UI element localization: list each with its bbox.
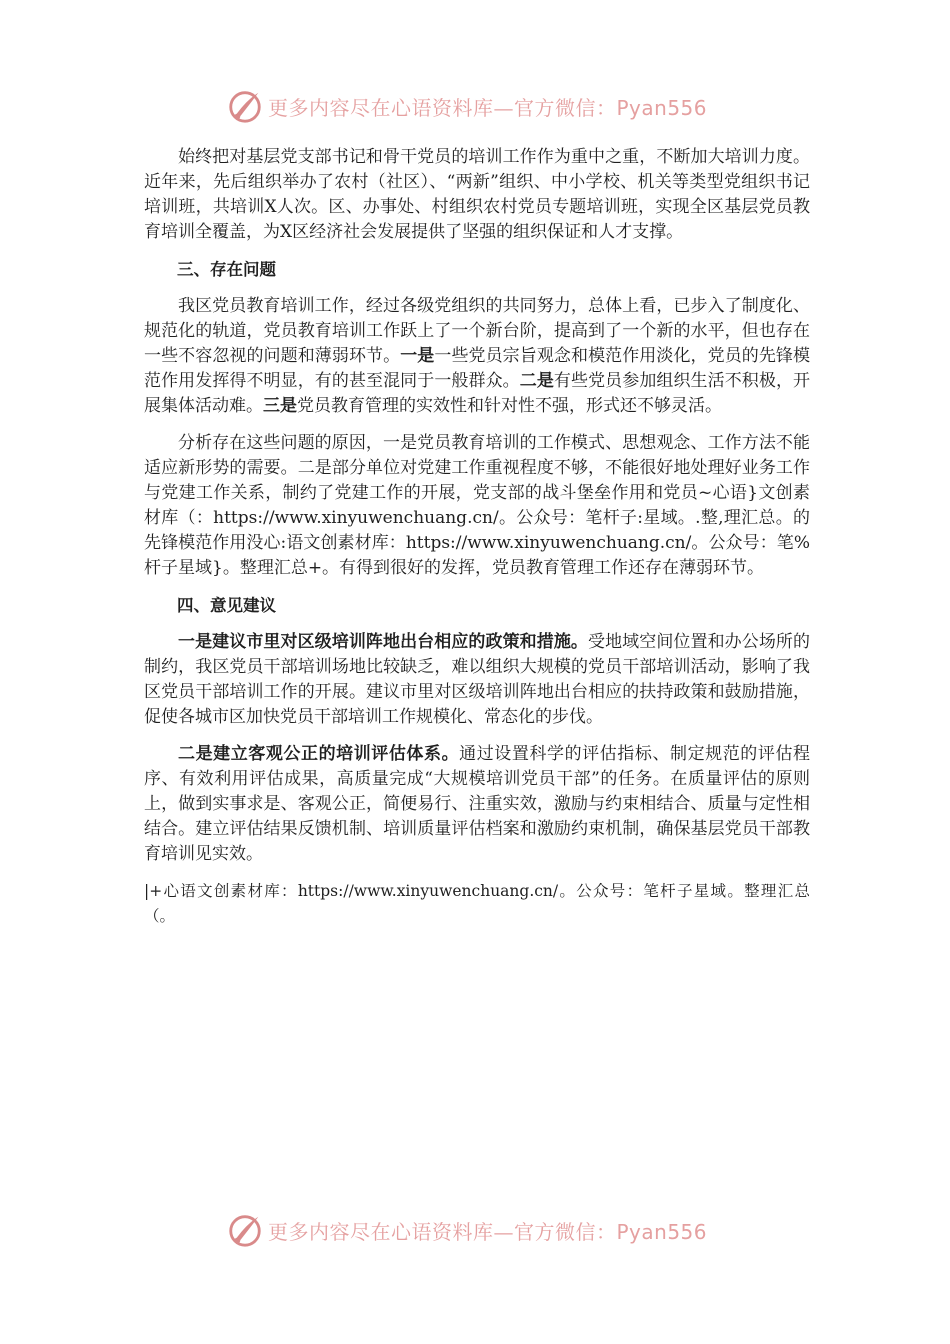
banner-text: 更多内容尽在心语资料库—官方微信：Pyan556 xyxy=(268,1219,708,1244)
document-body xyxy=(144,145,810,929)
paragraph-suggestion-2: 二是建立客观公正的培训评估体系。通过设置科学的评估指标、制定规范的评估程序、有效利用评估成果，高质量完成“大规模培训党员干部”的任务。在质量评估的原则上，做到实事求是、客观公正，简便易行、注重实效，激励与约束相结合、质量与定性相结合。建立评估结果反馈机制、培训质量评估档案和激励约束机制，确保基层党员干部教育培训见实效。 xyxy=(144,744,811,864)
brush-logo-icon xyxy=(226,87,264,125)
paragraph-suggestion-1: 一是建议市里对区级培训阵地出台相应的政策和措施。受地域空间位置和办公场所的制约，我区党员干部培训场地比较缺乏，难以组织大规模的党员干部培训活动，影响了我区党员干部培训工作的开展。建议市里对区级培训阵地出台相应的扶持政策和鼓励措施，促使各城市区加快党员干部培训工作规模化、常态化的步伐。 xyxy=(144,632,810,727)
banner-text: 更多内容尽在心语资料库—官方微信：Pyan556 xyxy=(268,95,708,120)
header-banner xyxy=(226,86,707,126)
paragraph-problems: 我区党员教育培训工作，经过各级党组织的共同努力，总体上看，已步入了制度化、规范化的轨道，党员教育培训工作跃上了一个新台阶，提高到了一个新的水平，但也存在一些不容忽视的问题和薄弱环节。一是一些党员宗旨观念和模范作用淡化，党员的先锋模范作用发挥得不明显，有的甚至混同于一般群众。二是有些党员参加组织生活不积极，开展集体活动难。三是党员教育管理的实效性和针对性不强，形式还不够灵活。 xyxy=(144,296,811,416)
paragraph-causes: 分析存在这些问题的原因，一是党员教育培训的工作模式、思想观念、工作方法不能适应新形势的需要。二是部分单位对党建工作重视程度不够，不能很好地处理好业务工作与党建工作关系，制约了党建工作的开展，党支部的战斗堡垒作用和党员~心语}文创素材库（：https://www.xinyuwenchuang.cn/。公众号：笔杆子:星域。.整,理汇总。的先锋模范作用没心:语文创素材库：https://www.xinyuwenchuang.cn/。公众号：笔%杆子星域}。整理汇总+。有得到很好的发挥，党员教育管理工作还存在薄弱环节。 xyxy=(144,433,810,578)
brush-logo-icon xyxy=(226,1211,264,1249)
section-heading-problems: 三、存在问题 xyxy=(177,260,276,279)
source-footnote: |+心语文创素材库：https://www.xinyuwenchuang.cn/。公众号：笔杆子星域。整理汇总（。 xyxy=(144,882,810,925)
footer-banner xyxy=(226,1210,707,1250)
section-heading-suggestions: 四、意见建议 xyxy=(177,596,276,615)
paragraph-training: 始终把对基层党支部书记和骨干党员的培训工作作为重中之重，不断加大培训力度。近年来，先后组织举办了农村（社区）、“两新”组织、中小学校、机关等类型党组织书记培训班，共培训X人次。区、办事处、村组织农村党员专题培训班，实现全区基层党员教育培训全覆盖，为X区经济社会发展提供了坚强的组织保证和人才支撑。 xyxy=(144,147,810,242)
